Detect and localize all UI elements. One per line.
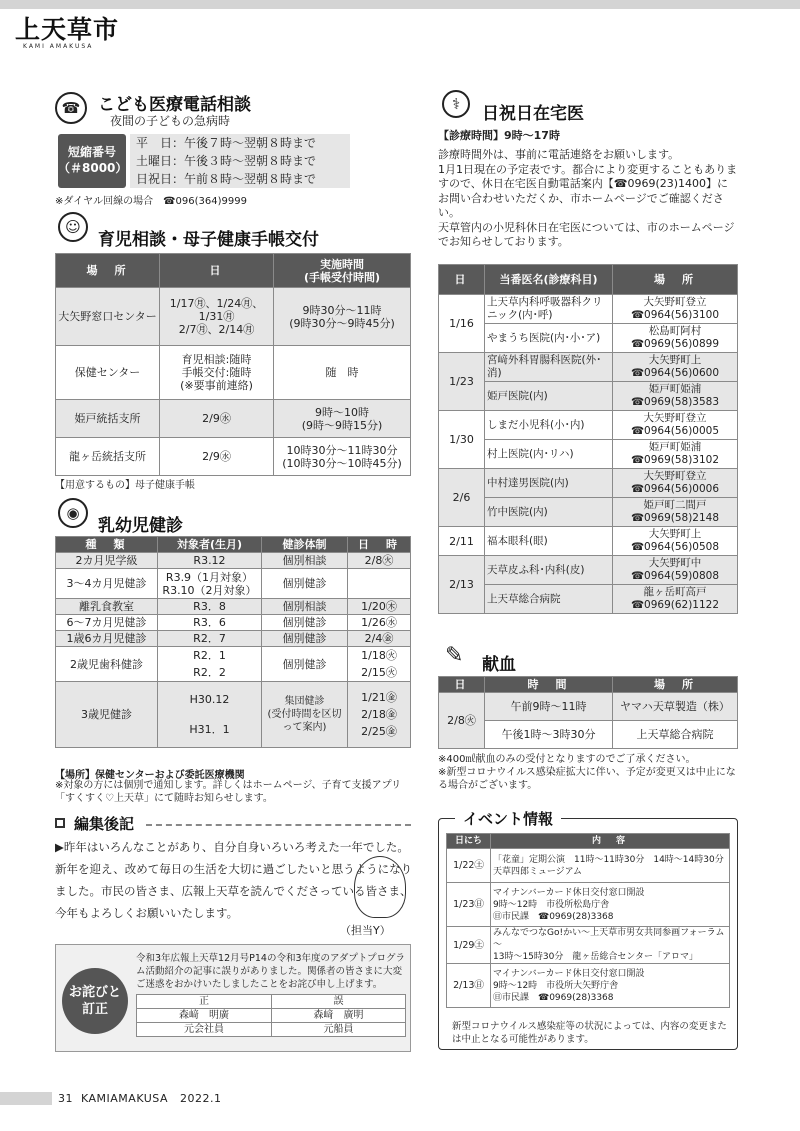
col-date: 日: [160, 254, 274, 288]
footer: [58, 1092, 222, 1105]
logo-subtitle: KAMI AMAKUSA: [23, 43, 94, 50]
duty-location: 大矢野町上 ☎0964(56)0600: [613, 353, 738, 382]
duty-location: 松島町阿村 ☎0969(56)0899: [613, 324, 738, 353]
ikuji-table: [55, 253, 411, 476]
issue-date: 2022.1: [180, 1092, 222, 1105]
exam-type: 2カ月児学級: [56, 553, 158, 569]
syringe-icon: ✎: [445, 643, 464, 668]
phone-icon: ☎: [55, 92, 87, 124]
exam-date: 1/21㊎ 2/18㊎ 2/25㊎: [348, 682, 411, 748]
exam-type: 1歳6カ月児健診: [56, 631, 158, 647]
col-system: 健診体制: [262, 537, 348, 553]
duty-location: 姫戸町二間戸 ☎0969(58)2148: [613, 498, 738, 527]
duty-doctor: しまだ小児科(小･内): [485, 411, 613, 440]
duty-location: 大矢野町中 ☎0964(59)0808: [613, 556, 738, 585]
col-date: 日にち: [447, 834, 491, 849]
blood-title: 献血: [482, 655, 516, 675]
hours-weekday: 平 日：午後７時～翌朝８時まで: [136, 136, 317, 150]
exam-type: 3～4カ月児健診: [56, 569, 158, 599]
ikuji-time: 10時30分～11時30分 (10時30分～10時45分): [274, 438, 411, 476]
exam-target: R3．6: [158, 615, 262, 631]
wrong-value: 森﨑 廣明: [272, 1009, 406, 1023]
duty-doctor: 上天草内科呼吸器科クリニック(内･呼): [485, 295, 613, 324]
ikuji-date: 1/17㊊、1/24㊊、1/31㊊ 2/7㊊、2/14㊊: [160, 288, 274, 346]
event-content: マイナンバーカード休日交付窓口開設 9時～12時 市役所大矢野庁舎 ㊐市民課 ☎0969(28)3368: [491, 964, 730, 1008]
exam-system: 個別健診: [262, 615, 348, 631]
duty-location: 大矢野町登立 ☎0964(56)0005: [613, 411, 738, 440]
duty-location: 大矢野町登立 ☎0964(56)3100: [613, 295, 738, 324]
blood-date: 2/8㊋: [439, 693, 485, 749]
holiday-title: 日祝日在宅医: [482, 104, 584, 124]
duty-location: 大矢野町登立 ☎0964(56)0006: [613, 469, 738, 498]
correction-badge: お詫びと 訂正: [62, 968, 128, 1034]
col-content: 内 容: [491, 834, 730, 849]
baby-icon: ☺: [58, 212, 88, 242]
holiday-body: 診療時間外は、事前に電話連絡をお願いします。 1月1日現在の予定表です。都合により変更することもありますので、休日在宅医自動電話案内【☎0969(23)1400】にお問い合わせいただくか、市ホームページでご確認ください。 天草管内の小児科休日在宅医については、市のホームページでお知らせしております。: [438, 148, 738, 248]
hours-holiday: 日祝日：午前８時～翌朝８時まで: [136, 172, 317, 186]
exam-system: 個別健診: [262, 569, 348, 599]
events-note: 新型コロナウイルス感染症等の状況によっては、内容の変更または中止となる可能性があります。: [452, 1021, 727, 1045]
exam-target: R3.12: [158, 553, 262, 569]
duty-date: 1/23: [439, 353, 485, 411]
exam-target: R3.9（1月対象） R3.10（2月対象）: [158, 569, 262, 599]
blood-location: ヤマハ天草製造（株）: [613, 693, 738, 721]
ikuji-place: 大矢野窓口センター: [56, 288, 160, 346]
exam-date: 1/26㊌: [348, 615, 411, 631]
exam-system: 個別相談: [262, 599, 348, 615]
duty-location: 龍ヶ岳町高戸 ☎0969(62)1122: [613, 585, 738, 614]
exam-target: R2．1 R2．2: [158, 647, 262, 682]
ikuji-note: 【用意するもの】母子健康手帳: [55, 480, 195, 491]
badge-line2: （＃8000）: [58, 161, 128, 175]
event-date: 1/23㊐: [447, 883, 491, 927]
exam-type: 2歳児歯科健診: [56, 647, 158, 682]
col-location: 場 所: [613, 677, 738, 693]
event-date: 2/13㊐: [447, 964, 491, 1008]
col-target: 対象者(生月): [158, 537, 262, 553]
correct-header: 正: [137, 995, 272, 1009]
exam-date: [348, 569, 411, 599]
duty-location: 姫戸町姫浦 ☎0969(58)3102: [613, 440, 738, 469]
nyuyoji-note2: ※対象の方には個別で通知します。詳しくはホームページ、子育て支援アプリ「すくすく♡上天草」にて随時お知らせします。: [55, 780, 402, 804]
exam-date: 2/4㊎: [348, 631, 411, 647]
footer-bar: [0, 1092, 52, 1105]
logo: 上天草市: [15, 15, 120, 44]
blood-note2: ※新型コロナウイルス感染症拡大に伴い、予定が変更又は中止になる場合がございます。: [438, 767, 736, 791]
nyuyoji-note1: 【場所】保健センターおよび委託医療機関: [55, 770, 245, 781]
exam-target: R2．7: [158, 631, 262, 647]
editor-body: ▶昨年はいろんなことがあり、自分自身いろいろ考えた一年でした。新年を迎え、改めて毎日の生活を大切に過ごしたいと思うようになりました。市民の皆さま、広報上天草を読んでくださっている皆さま、今年もよろしくお願いいたします。: [55, 840, 413, 920]
col-date: 日: [439, 677, 485, 693]
ikuji-place: 姫戸統括支所: [56, 400, 160, 438]
editor-illustration-icon: [354, 856, 406, 918]
correct-value: 元会社員: [137, 1023, 272, 1037]
holiday-hours: 【診療時間】9時～17時: [438, 129, 560, 142]
event-content: みんなでつなGo!かい～上天草市男女共同参画フォーラム～ 13時～15時30分 龍ヶ岳総合センター「アロマ」: [491, 927, 730, 964]
duty-doctor: 上天草総合病院: [485, 585, 613, 614]
col-place: 場 所: [56, 254, 160, 288]
col-location: 場 所: [613, 265, 738, 295]
exam-system: 個別健診: [262, 631, 348, 647]
duty-date: 1/30: [439, 411, 485, 469]
col-doctor: 当番医名(診療科目): [485, 265, 613, 295]
phone-note: ※ダイヤル回線の場合 ☎096(364)9999: [55, 196, 247, 207]
ikuji-place: 保健センター: [56, 346, 160, 400]
ikuji-time: 9時～10時 (9時～9時15分): [274, 400, 411, 438]
blood-time: 午前9時～11時: [485, 693, 613, 721]
doctor-icon: ⚕: [442, 90, 470, 118]
wrong-value: 元船員: [272, 1023, 406, 1037]
blood-note1: ※400㎖献血のみの受付となりますのでご了承ください。: [438, 754, 696, 765]
nyuyoji-title: 乳幼児健診: [98, 516, 183, 536]
blood-time: 午後1時～3時30分: [485, 721, 613, 749]
duty-doctor: 村上医院(内･リハ): [485, 440, 613, 469]
duty-doctor: 天草皮ふ科･内科(皮): [485, 556, 613, 585]
badge-line1: 短縮番号: [67, 145, 116, 159]
editor-divider: [146, 824, 411, 826]
exam-system: 個別相談: [262, 553, 348, 569]
correct-value: 森﨑 明廣: [137, 1009, 272, 1023]
exam-target: R3．8: [158, 599, 262, 615]
location-pin-icon: ◉: [58, 498, 88, 528]
duty-date: 1/16: [439, 295, 485, 353]
col-datetime: 日 時: [348, 537, 411, 553]
ikuji-date: 2/9㊌: [160, 400, 274, 438]
correction-table: [136, 994, 406, 1037]
exam-date: 1/18㊋ 2/15㊋: [348, 647, 411, 682]
exam-type: 離乳食教室: [56, 599, 158, 615]
duty-doctor: 宮﨑外科胃腸科医院(外･消): [485, 353, 613, 382]
duty-doctor: やまうち医院(内･小･ア): [485, 324, 613, 353]
holiday-table: [438, 264, 738, 614]
col-date: 日: [439, 265, 485, 295]
exam-target: H30.12 H31．1: [158, 682, 262, 748]
phone-title: こども医療電話相談: [98, 95, 251, 115]
page-number: 31: [58, 1092, 73, 1105]
wrong-header: 誤: [272, 995, 406, 1009]
blood-location: 上天草総合病院: [613, 721, 738, 749]
duty-doctor: 福本眼科(眼): [485, 527, 613, 556]
shortcode-badge: [58, 134, 126, 188]
editor-title: 編集後記: [74, 815, 135, 833]
blood-table: [438, 676, 738, 749]
events-table: [446, 833, 730, 1008]
correction-text: 令和3年広報上天草12月号P14の令和3年度のアダプトプログラム活動紹介の記事に誤りがありました。関係者の皆さまに大変ご迷惑をおかけいたしましたことをお詫び申し上げます。: [136, 953, 406, 990]
exam-date: 2/8㊋: [348, 553, 411, 569]
event-date: 1/22㊏: [447, 849, 491, 883]
ikuji-date: 2/9㊌: [160, 438, 274, 476]
duty-date: 2/6: [439, 469, 485, 527]
top-bar: [0, 0, 800, 9]
ikuji-date: 育児相談:随時 手帳交付:随時 (※要事前連絡): [160, 346, 274, 400]
exam-system: 集団健診 (受付時間を区切って案内): [262, 682, 348, 748]
ikuji-title: 育児相談・母子健康手帳交付: [98, 230, 319, 250]
duty-doctor: 竹中医院(内): [485, 498, 613, 527]
editor-marker-icon: [55, 818, 65, 828]
exam-date: 1/20㊍: [348, 599, 411, 615]
ikuji-place: 龍ヶ岳統括支所: [56, 438, 160, 476]
duty-date: 2/11: [439, 527, 485, 556]
phone-subtitle: 夜間の子どもの急病時: [110, 114, 231, 128]
col-type: 種 類: [56, 537, 158, 553]
col-time: 時 間: [485, 677, 613, 693]
nyuyoji-table: [55, 536, 411, 748]
magazine-name: KAMIAMAKUSA: [81, 1092, 169, 1105]
duty-location: 大矢野町上 ☎0964(56)0508: [613, 527, 738, 556]
duty-doctor: 姫戸医院(内): [485, 382, 613, 411]
duty-date: 2/13: [439, 556, 485, 614]
exam-type: 3歳児健診: [56, 682, 158, 748]
event-content: マイナンバーカード休日交付窓口開設 9時～12時 市役所松島庁舎 ㊐市民課 ☎0969(28)3368: [491, 883, 730, 927]
phone-hours: [130, 134, 350, 188]
editor-sign: （担当Y）: [340, 924, 391, 937]
hours-saturday: 土曜日：午後３時～翌朝８時まで: [136, 154, 317, 168]
duty-location: 姫戸町姫浦 ☎0969(58)3583: [613, 382, 738, 411]
col-time: 実施時間 (手帳受付時間): [274, 254, 411, 288]
ikuji-time: 随 時: [274, 346, 411, 400]
event-date: 1/29㊏: [447, 927, 491, 964]
event-content: 「花童」定期公演 11時～11時30分 14時～14時30分 天草四郎ミュージアム: [491, 849, 730, 883]
ikuji-time: 9時30分～11時 (9時30分～9時45分): [274, 288, 411, 346]
events-title: イベント情報: [455, 808, 561, 829]
duty-doctor: 中村達男医院(内): [485, 469, 613, 498]
exam-system: 個別健診: [262, 647, 348, 682]
exam-type: 6～7カ月児健診: [56, 615, 158, 631]
